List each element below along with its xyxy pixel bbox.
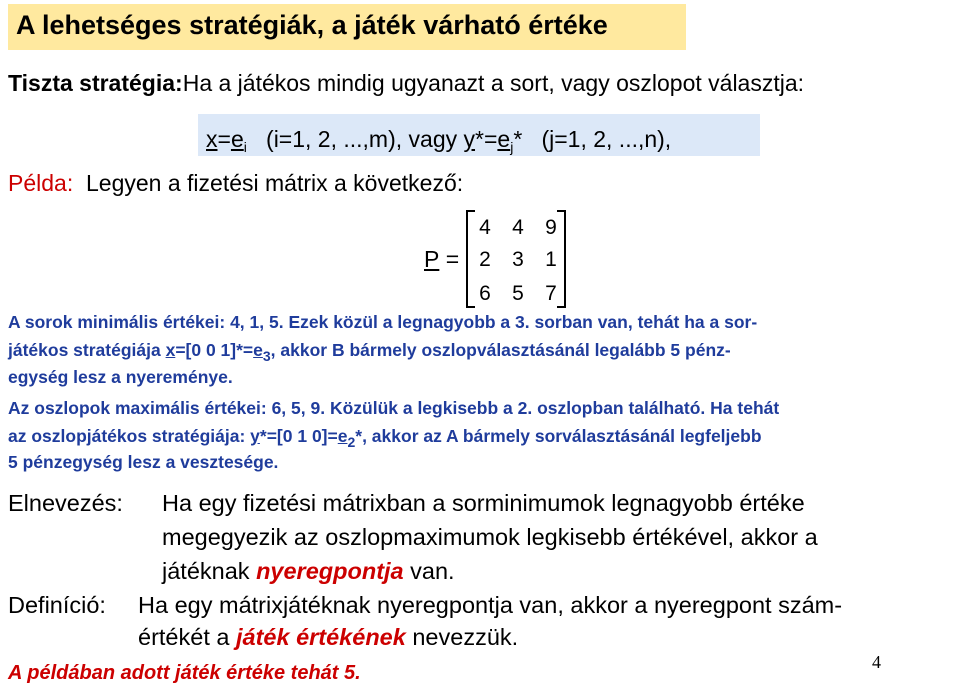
definition-text-c: nevezzük.	[405, 624, 519, 650]
para1-text-c: , akkor B bármely oszlopválasztásánál legalább 5 pénz-	[270, 340, 731, 360]
matrix-cell: 6	[479, 282, 491, 305]
para2-line2	[8, 426, 762, 450]
saddle-point-term: nyeregpontja	[256, 558, 404, 584]
matrix-cell: 4	[479, 216, 491, 239]
formula-sub-i: i	[243, 139, 247, 155]
formula-x: x	[206, 126, 218, 152]
para2-line1: Az oszlopok maximális értékei: 6, 5, 9. Közülük a legkisebb a 2. oszlopban található. Ha tehát	[8, 398, 780, 418]
formula-star: *	[513, 126, 523, 152]
strategy-formula	[206, 126, 671, 155]
para2-text-b: *=[0 1 0]=	[259, 426, 338, 446]
final-statement: A példában adott játék értéke tehát 5.	[8, 662, 361, 684]
naming-label: Elnevezés:	[8, 490, 123, 516]
formula-eq1: =	[217, 126, 231, 152]
matrix-cell: 5	[512, 282, 524, 305]
para2-text-c: *, akkor az A bármely sorválasztásánál legfeljebb	[355, 426, 762, 446]
definition-line2	[138, 624, 518, 651]
formula-range-j: (j=1, 2, ...,n),	[541, 126, 672, 152]
para2-e: e	[337, 426, 348, 446]
slide-title: A lehetséges stratégiák, a játék várható értéke	[16, 10, 608, 40]
matrix-cell: 2	[479, 248, 491, 271]
game-value-term: játék értékének	[235, 624, 406, 650]
definition-label: Definíció:	[8, 592, 106, 618]
pure-strategy-label: Tiszta stratégia:	[8, 70, 183, 96]
naming-line3	[162, 558, 455, 585]
naming-text-c: van.	[403, 558, 455, 584]
pure-strategy-line	[8, 70, 804, 97]
matrix-eq: =	[445, 246, 460, 272]
formula-sub-j: j	[510, 139, 514, 155]
para1-e: e	[253, 340, 263, 360]
para2-text-a: az oszlopjátékos stratégiája:	[8, 426, 251, 446]
naming-line1: Ha egy fizetési mátrixban a sorminimumok legnagyobb értéke	[162, 490, 805, 516]
naming-text-a: játéknak	[162, 558, 257, 584]
formula-eq2: *=	[475, 126, 498, 152]
definition-line1: Ha egy mátrixjátéknak nyeregpontja van, akkor a nyeregpont szám-	[138, 592, 843, 618]
formula-y: y	[463, 126, 476, 152]
para2-sub: 2	[347, 434, 356, 450]
matrix-cell: 7	[545, 282, 557, 305]
formula-e-j: e	[497, 126, 511, 152]
para2-y: y	[250, 426, 260, 446]
matrix-label	[424, 246, 459, 273]
matrix-cell: 9	[545, 216, 557, 239]
pure-strategy-text: Ha a játékos mindig ugyanazt a sort, vagy oszlopot választja:	[182, 70, 805, 96]
para1-x: x	[165, 340, 176, 360]
example-line	[8, 170, 463, 197]
example-label: Példa:	[8, 170, 74, 196]
para2-line3: 5 pénzegység lesz a vesztesége.	[8, 452, 279, 472]
formula-e-i: e	[230, 126, 244, 152]
para1-line3: egység lesz a nyereménye.	[8, 367, 233, 387]
naming-line2: megegyezik az oszlopmaximumok legkisebb értékével, akkor a	[162, 524, 818, 550]
matrix-name: P	[424, 246, 440, 272]
para1-line2	[8, 340, 731, 364]
formula-range-i: (i=1, 2, ...,m), vagy	[266, 126, 458, 152]
example-text: Legyen a fizetési mátrix a következő:	[86, 170, 464, 196]
definition-text-a: értékét a	[138, 624, 236, 650]
matrix-cell: 4	[512, 216, 524, 239]
para1-text-a: játékos stratégiája	[8, 340, 166, 360]
page-number: 4	[872, 652, 881, 672]
para1-sub: 3	[262, 348, 271, 364]
matrix-cell: 3	[512, 248, 524, 271]
para1-text-b: =[0 0 1]*=	[175, 340, 254, 360]
matrix-cell: 1	[545, 248, 557, 271]
para1-line1: A sorok minimális értékei: 4, 1, 5. Ezek közül a legnagyobb a 3. sorban van, tehát ha a sor-	[8, 312, 758, 332]
